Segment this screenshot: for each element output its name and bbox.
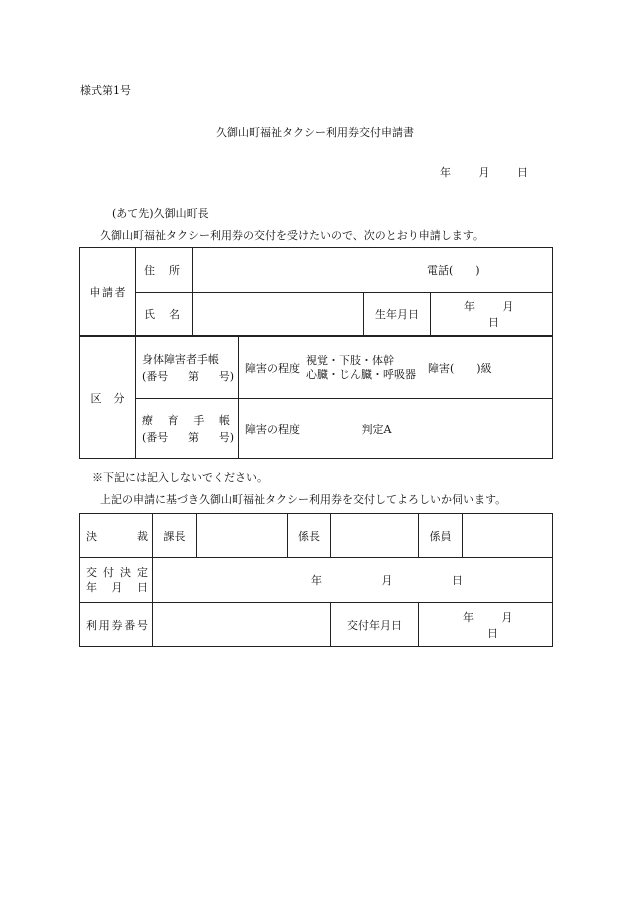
category-table [79, 336, 553, 459]
birthdate-field[interactable]: 年 月 日 [431, 293, 553, 336]
form-number: 様式第1号 [80, 84, 131, 97]
ticket-number-label: 利用券番号 [80, 603, 153, 647]
staff-stamp[interactable] [463, 514, 553, 558]
form-title: 久御山町福祉タクシー利用券交付申請書 [216, 126, 414, 139]
rehab-degree-label: 障害の程度 [245, 422, 300, 436]
disability-types: 視覚・下肢・体幹 心臓・じん臓・呼吸器 [306, 353, 416, 381]
rehab-handbook-cell [136, 399, 239, 459]
issue-decision-label: 交付決定 年月日 [80, 558, 153, 603]
rehab-degree-cell[interactable] [239, 399, 553, 459]
decision-label: 決裁 [80, 514, 153, 558]
judgement-label: 判定A [361, 422, 392, 436]
rehab-handbook-label: 療育手帳 [142, 413, 230, 427]
phone-label: 電話( ) [427, 264, 480, 277]
approval-sentence: 上記の申請に基づき久御山町福祉タクシー利用券を交付してよろしいか伺います。 [100, 493, 507, 506]
name-label: 氏名 [136, 293, 193, 336]
issue-date-field[interactable]: 年 月 日 [419, 603, 553, 647]
notice-text: ※下記には記入しないでください。 [92, 471, 268, 484]
addressee: (あて先)久御山町長 [112, 207, 209, 220]
ticket-number-field[interactable] [153, 603, 331, 647]
degree-label: 障害の程度 [245, 361, 300, 375]
applicant-table [79, 247, 553, 336]
disability-grade: 障害( )級 [428, 361, 492, 375]
subsection-chief-stamp[interactable] [331, 514, 419, 558]
name-field[interactable] [193, 293, 364, 336]
approval-table [79, 513, 553, 647]
applicant-label: 申請者 [80, 248, 136, 336]
physical-handbook-label: 身体障害者手帳 [142, 352, 219, 366]
physical-handbook-number: (番号 第 号) [142, 369, 234, 383]
address-field[interactable] [193, 248, 553, 293]
date-header: 年 月 日 [440, 166, 528, 179]
category-label: 区分 [80, 337, 136, 459]
intro-text: 久御山町福祉タクシー利用券の交付を受けたいので、次のとおり申請します。 [100, 229, 484, 242]
rehab-handbook-number: (番号 第 号) [142, 430, 234, 444]
subsection-chief-label: 係長 [288, 514, 331, 558]
physical-degree-cell[interactable] [239, 337, 553, 399]
physical-handbook-cell [136, 337, 239, 399]
address-label: 住所 [136, 248, 193, 293]
issue-decision-date[interactable]: 年 月 日 [153, 558, 553, 603]
section-chief-stamp[interactable] [197, 514, 288, 558]
section-chief-label: 課長 [153, 514, 197, 558]
issue-date-label: 交付年月日 [331, 603, 419, 647]
birthdate-label: 生年月日 [364, 293, 431, 336]
staff-label: 係員 [419, 514, 463, 558]
